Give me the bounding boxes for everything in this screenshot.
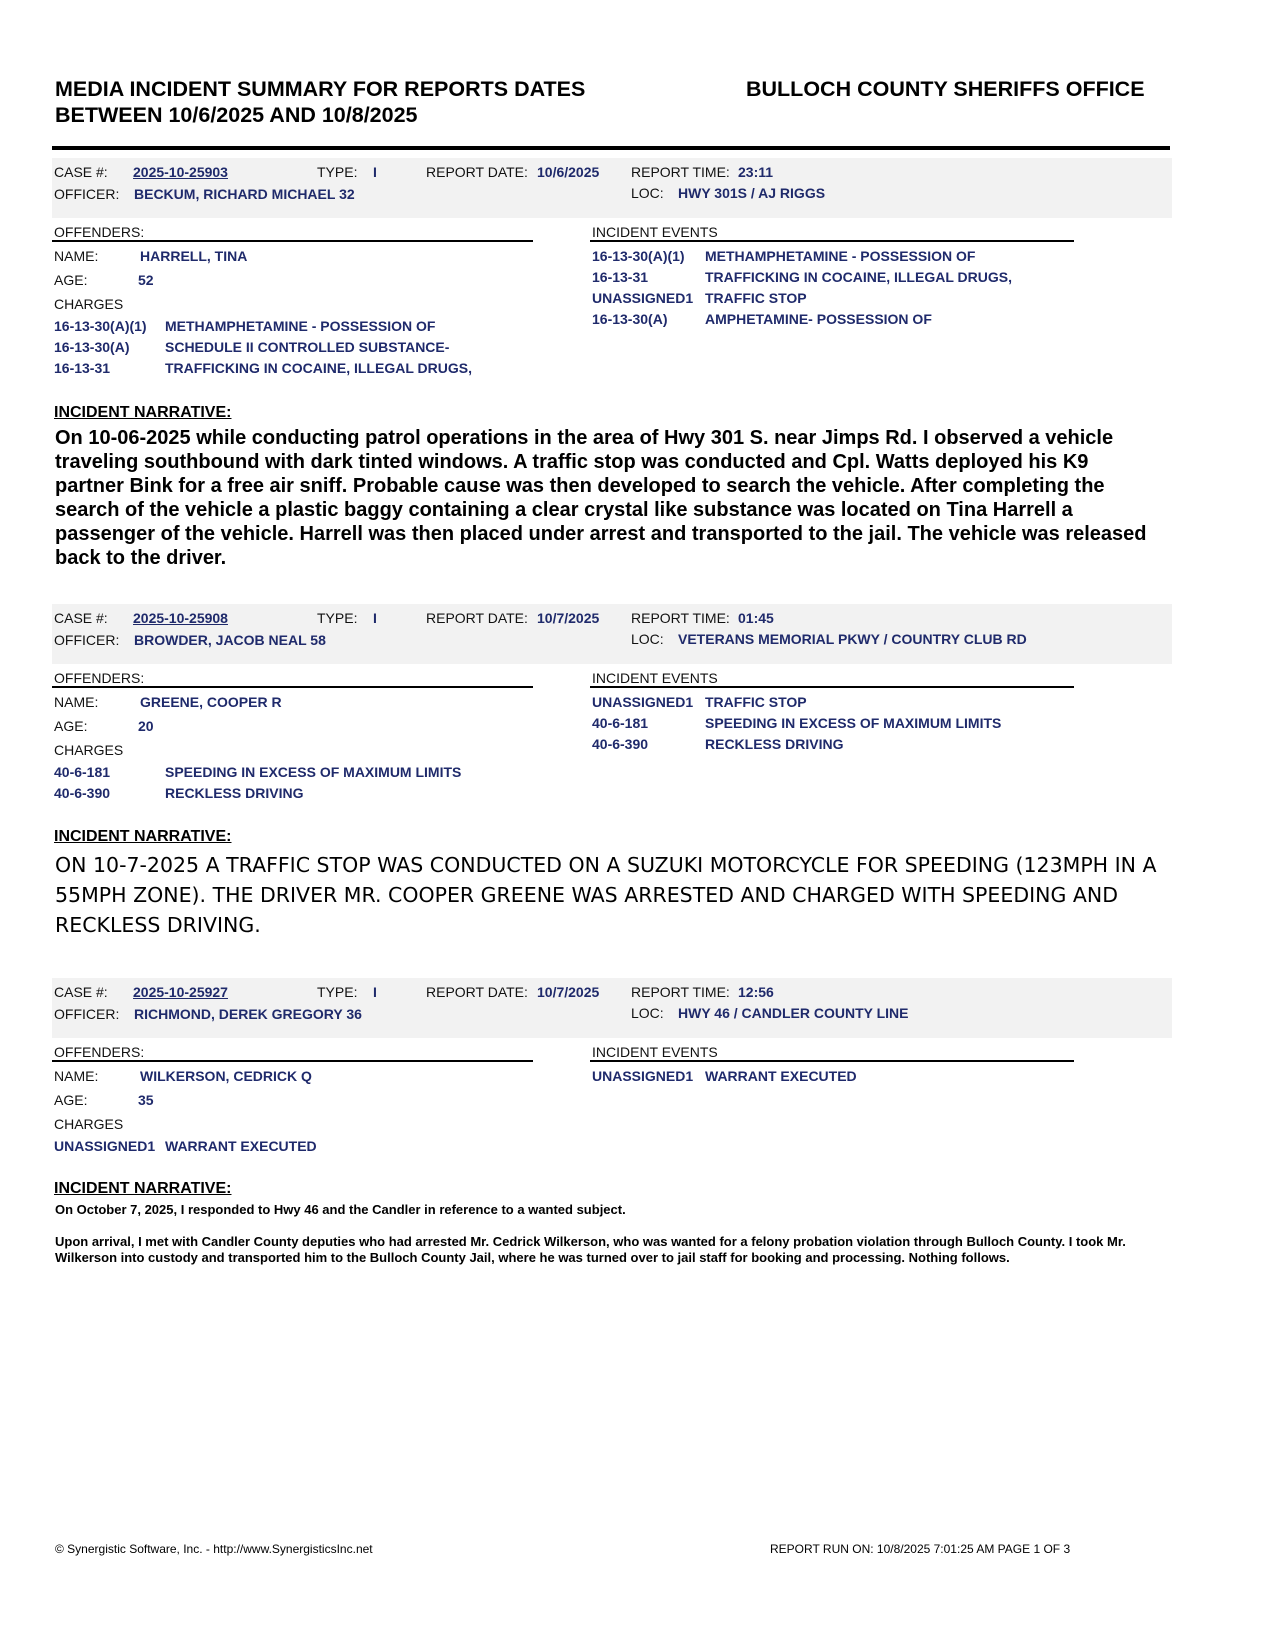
event-description: SPEEDING IN EXCESS OF MAXIMUM LIMITS (705, 715, 1002, 731)
offenders-label: OFFENDERS: (54, 1044, 145, 1060)
offender-name-label: NAME: (54, 694, 99, 710)
narrative-title: INCIDENT NARRATIVE: (54, 1180, 232, 1197)
offender-age-label: AGE: (54, 718, 88, 734)
report-title: MEDIA INCIDENT SUMMARY FOR REPORTS DATES BETWEEN 10/6/2025 AND 10/8/2025 (55, 77, 586, 127)
event-code: 16-13-30(A)(1) (592, 248, 685, 264)
location-value: HWY 46 / CANDLER COUNTY LINE (678, 1005, 909, 1021)
location-label: LOC: (631, 1005, 664, 1021)
incident-events-label: INCIDENT EVENTS (592, 1044, 718, 1060)
footer-copyright: © Synergistic Software, Inc. - http://www.SynergisticsInc.net (55, 1542, 373, 1556)
event-code: UNASSIGNED1 (592, 1068, 694, 1084)
officer-value: BECKUM, RICHARD MICHAEL 32 (134, 186, 355, 202)
officer-value: BROWDER, JACOB NEAL 58 (134, 632, 326, 648)
incident-events-label: INCIDENT EVENTS (592, 224, 718, 240)
charges-label: CHARGES (54, 1116, 124, 1132)
type-label: TYPE: (317, 164, 358, 180)
case-number-link[interactable]: 2025-10-25927 (133, 984, 228, 1000)
charge-description: WARRANT EXECUTED (165, 1138, 317, 1154)
officer-label: OFFICER: (54, 1006, 120, 1022)
case-number-label: CASE #: (54, 610, 108, 626)
offender-age-value: 52 (138, 272, 154, 288)
type-value: I (373, 610, 377, 626)
report-time-label: REPORT TIME: (631, 164, 730, 180)
charge-code: 40-6-181 (54, 764, 111, 780)
officer-label: OFFICER: (54, 632, 120, 648)
offender-age-label: AGE: (54, 1092, 88, 1108)
offender-age-value: 20 (138, 718, 154, 734)
charge-description: RECKLESS DRIVING (165, 785, 304, 801)
case-number-link[interactable]: 2025-10-25908 (133, 610, 228, 626)
event-description: WARRANT EXECUTED (705, 1068, 857, 1084)
event-description: METHAMPHETAMINE - POSSESSION OF (705, 248, 976, 264)
report-date-label: REPORT DATE: (426, 984, 528, 1000)
type-label: TYPE: (317, 984, 358, 1000)
report-date-label: REPORT DATE: (426, 610, 528, 626)
report-date-value: 10/7/2025 (537, 610, 600, 626)
event-code: 40-6-390 (592, 736, 649, 752)
event-description: TRAFFIC STOP (705, 694, 807, 710)
charge-description: TRAFFICKING IN COCAINE, ILLEGAL DRUGS, (165, 360, 472, 376)
charge-code: UNASSIGNED1 (54, 1138, 156, 1154)
report-date-label: REPORT DATE: (426, 164, 528, 180)
report-time-value: 23:11 (738, 164, 774, 180)
offender-name-value: WILKERSON, CEDRICK Q (140, 1068, 312, 1084)
offenders-divider (52, 240, 533, 242)
offender-name-label: NAME: (54, 248, 99, 264)
charge-code: 16-13-31 (54, 360, 111, 376)
event-code: UNASSIGNED1 (592, 694, 694, 710)
charge-description: SCHEDULE II CONTROLLED SUBSTANCE- (165, 339, 450, 355)
report-time-label: REPORT TIME: (631, 610, 730, 626)
offenders-label: OFFENDERS: (54, 224, 145, 240)
header-divider (52, 146, 1170, 150)
officer-label: OFFICER: (54, 186, 120, 202)
case-number-link[interactable]: 2025-10-25903 (133, 164, 228, 180)
location-label: LOC: (631, 185, 664, 201)
incident-narrative-paragraph: Upon arrival, I met with Candler County deputies who had arrested Mr. Cedrick Wilkerson, who was wanted for a felony probation violation through Bulloch County. I took Mr. Wilkerson into custody and transported him to the Bulloch County Jail, where he was turned over to jail staff for booking and processing. Nothing follows. (55, 1234, 1126, 1265)
report-time-value: 01:45 (738, 610, 774, 626)
incident-events-label: INCIDENT EVENTS (592, 670, 718, 686)
offender-age-value: 35 (138, 1092, 154, 1108)
events-divider (590, 686, 1074, 688)
incident-narrative-paragraph: On October 7, 2025, I responded to Hwy 46 and the Candler in reference to a wanted subject. (55, 1202, 626, 1217)
events-divider (590, 240, 1074, 242)
report-date-value: 10/6/2025 (537, 164, 600, 180)
offenders-divider (52, 1060, 533, 1062)
offender-name-label: NAME: (54, 1068, 99, 1084)
incident-narrative: ON 10-7-2025 A TRAFFIC STOP WAS CONDUCTED ON A SUZUKI MOTORCYCLE FOR SPEEDING (123MPH IN A 55MPH ZONE). THE DRIVER MR. COOPER GREENE WAS ARRESTED AND CHARGED WITH SPEEDING AND RECKLESS DRIVING. (55, 853, 1157, 937)
location-value: VETERANS MEMORIAL PKWY / COUNTRY CLUB RD (678, 631, 1027, 647)
charge-description: METHAMPHETAMINE - POSSESSION OF (165, 318, 436, 334)
agency-name: BULLOCH COUNTY SHERIFFS OFFICE (746, 77, 1145, 101)
event-code: UNASSIGNED1 (592, 290, 694, 306)
charges-label: CHARGES (54, 296, 124, 312)
event-description: TRAFFIC STOP (705, 290, 807, 306)
location-label: LOC: (631, 631, 664, 647)
charge-code: 16-13-30(A)(1) (54, 318, 147, 334)
narrative-title: INCIDENT NARRATIVE: (54, 404, 232, 421)
footer-report-run: REPORT RUN ON: 10/8/2025 7:01:25 AM PAGE 1 OF 3 (770, 1542, 1071, 1556)
event-code: 40-6-181 (592, 715, 649, 731)
officer-value: RICHMOND, DEREK GREGORY 36 (134, 1006, 362, 1022)
offender-age-label: AGE: (54, 272, 88, 288)
case-number-label: CASE #: (54, 164, 108, 180)
offenders-divider (52, 686, 533, 688)
report-date-value: 10/7/2025 (537, 984, 600, 1000)
type-value: I (373, 984, 377, 1000)
location-value: HWY 301S / AJ RIGGS (678, 185, 826, 201)
report-time-label: REPORT TIME: (631, 984, 730, 1000)
offenders-label: OFFENDERS: (54, 670, 145, 686)
charge-code: 40-6-390 (54, 785, 111, 801)
events-divider (590, 1060, 1074, 1062)
event-description: AMPHETAMINE- POSSESSION OF (705, 311, 932, 327)
event-description: TRAFFICKING IN COCAINE, ILLEGAL DRUGS, (705, 269, 1012, 285)
event-code: 16-13-31 (592, 269, 649, 285)
charges-label: CHARGES (54, 742, 124, 758)
charge-code: 16-13-30(A) (54, 339, 130, 355)
narrative-title: INCIDENT NARRATIVE: (54, 828, 232, 845)
event-description: RECKLESS DRIVING (705, 736, 844, 752)
case-number-label: CASE #: (54, 984, 108, 1000)
charge-description: SPEEDING IN EXCESS OF MAXIMUM LIMITS (165, 764, 462, 780)
offender-name-value: GREENE, COOPER R (140, 694, 282, 710)
event-code: 16-13-30(A) (592, 311, 668, 327)
incident-narrative: On 10-06-2025 while conducting patrol operations in the area of Hwy 301 S. near Jimps Rd. I observed a vehicle traveling southbound with dark tinted windows. A traffic stop was conducted and Cpl. Watts deployed his K9 partner Bink for a free air sniff. Probable cause was then developed to search the vehicle. After completing the search of the vehicle a plastic baggy containing a clear crystal like substance was located on Tina Harrell a passenger of the vehicle. Harrell was then placed under arrest and transported to the jail. The vehicle was released back to the driver. (55, 427, 1147, 569)
offender-name-value: HARRELL, TINA (140, 248, 248, 264)
type-label: TYPE: (317, 610, 358, 626)
type-value: I (373, 164, 377, 180)
report-time-value: 12:56 (738, 984, 774, 1000)
